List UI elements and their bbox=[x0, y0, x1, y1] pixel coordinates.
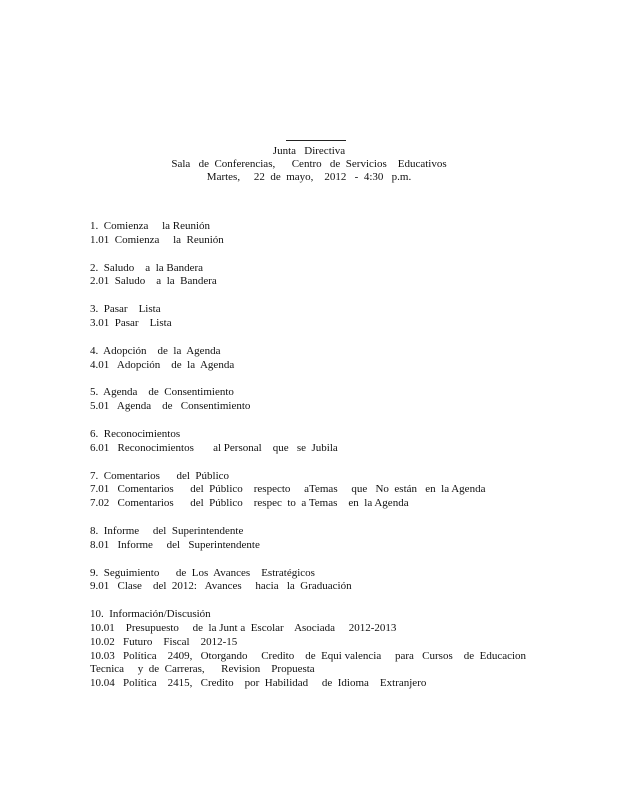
meeting-header bbox=[0, 140, 618, 184]
agenda-section bbox=[90, 608, 570, 691]
agenda-item: 6.01 Reconocimientos al Personal que se Jubila bbox=[90, 441, 338, 454]
section-heading: 4. Adopción de la Agenda bbox=[90, 344, 221, 357]
meeting-location: Sala de Conferencias, Centro de Servicios Educativos bbox=[171, 158, 447, 170]
agenda-section bbox=[90, 386, 570, 414]
agenda-section bbox=[90, 345, 570, 373]
section-heading: 2. Saludo a la Bandera bbox=[90, 261, 204, 274]
agenda-item: 10.03 Política 2409, Otorgando Credito de Equi valencia para Cursos de Educacion bbox=[90, 649, 527, 662]
section-heading: 5. Agenda de Consentimiento bbox=[90, 386, 234, 399]
agenda-item: 4.01 Adopción de la Agenda bbox=[90, 358, 235, 371]
agenda-item: 10.01 Presupuesto de la Junt a Escolar Asociada 2012-2013 bbox=[90, 621, 397, 634]
agenda-item: 9.01 Clase del 2012: Avances hacia la Graduación bbox=[90, 580, 352, 593]
agenda-list bbox=[90, 220, 570, 705]
section-heading: 7. Comentarios del Público bbox=[90, 469, 230, 482]
agenda-section bbox=[90, 262, 570, 290]
agenda-section bbox=[90, 303, 570, 331]
section-heading: 8. Informe del Superintendente bbox=[90, 524, 244, 537]
agenda-item: 7.01 Comentarios del Público respecto aTemas que No están en la Agenda bbox=[90, 483, 486, 496]
agenda-item: 7.02 Comentarios del Público respec to a Temas en la Agenda bbox=[90, 497, 409, 510]
agenda-item-continuation: Tecnica y de Carreras, Revision Propuesta bbox=[90, 663, 315, 676]
section-heading: 6. Reconocimientos bbox=[90, 427, 181, 440]
agenda-item: 10.02 Futuro Fiscal 2012-15 bbox=[90, 635, 238, 648]
section-heading: 1. Comienza la Reunión bbox=[90, 220, 211, 232]
agenda-item: 8.01 Informe del Superintendente bbox=[90, 538, 260, 551]
agenda-section bbox=[90, 220, 570, 248]
agenda-item: 3.01 Pasar Lista bbox=[90, 316, 172, 329]
agenda-section bbox=[90, 525, 570, 553]
agenda-section bbox=[90, 428, 570, 456]
header-rule bbox=[286, 140, 346, 141]
meeting-title: Junta Directiva bbox=[272, 145, 346, 157]
agenda-item: 10.04 Política 2415, Credito por Habilidad de Idioma Extranjero bbox=[90, 677, 427, 690]
agenda-item: 2.01 Saludo a la Bandera bbox=[90, 275, 217, 288]
meeting-datetime: Martes, 22 de mayo, 2012 - 4:30 p.m. bbox=[206, 171, 412, 183]
section-heading: 3. Pasar Lista bbox=[90, 303, 161, 316]
agenda-section bbox=[90, 567, 570, 595]
section-heading: 9. Seguimiento de Los Avances Estratégicos bbox=[90, 566, 315, 579]
agenda-item: 5.01 Agenda de Consentimiento bbox=[90, 400, 251, 413]
agenda-item: 1.01 Comienza la Reunión bbox=[90, 233, 224, 246]
agenda-section bbox=[90, 470, 570, 511]
section-heading: 10. Información/Discusión bbox=[90, 608, 211, 621]
